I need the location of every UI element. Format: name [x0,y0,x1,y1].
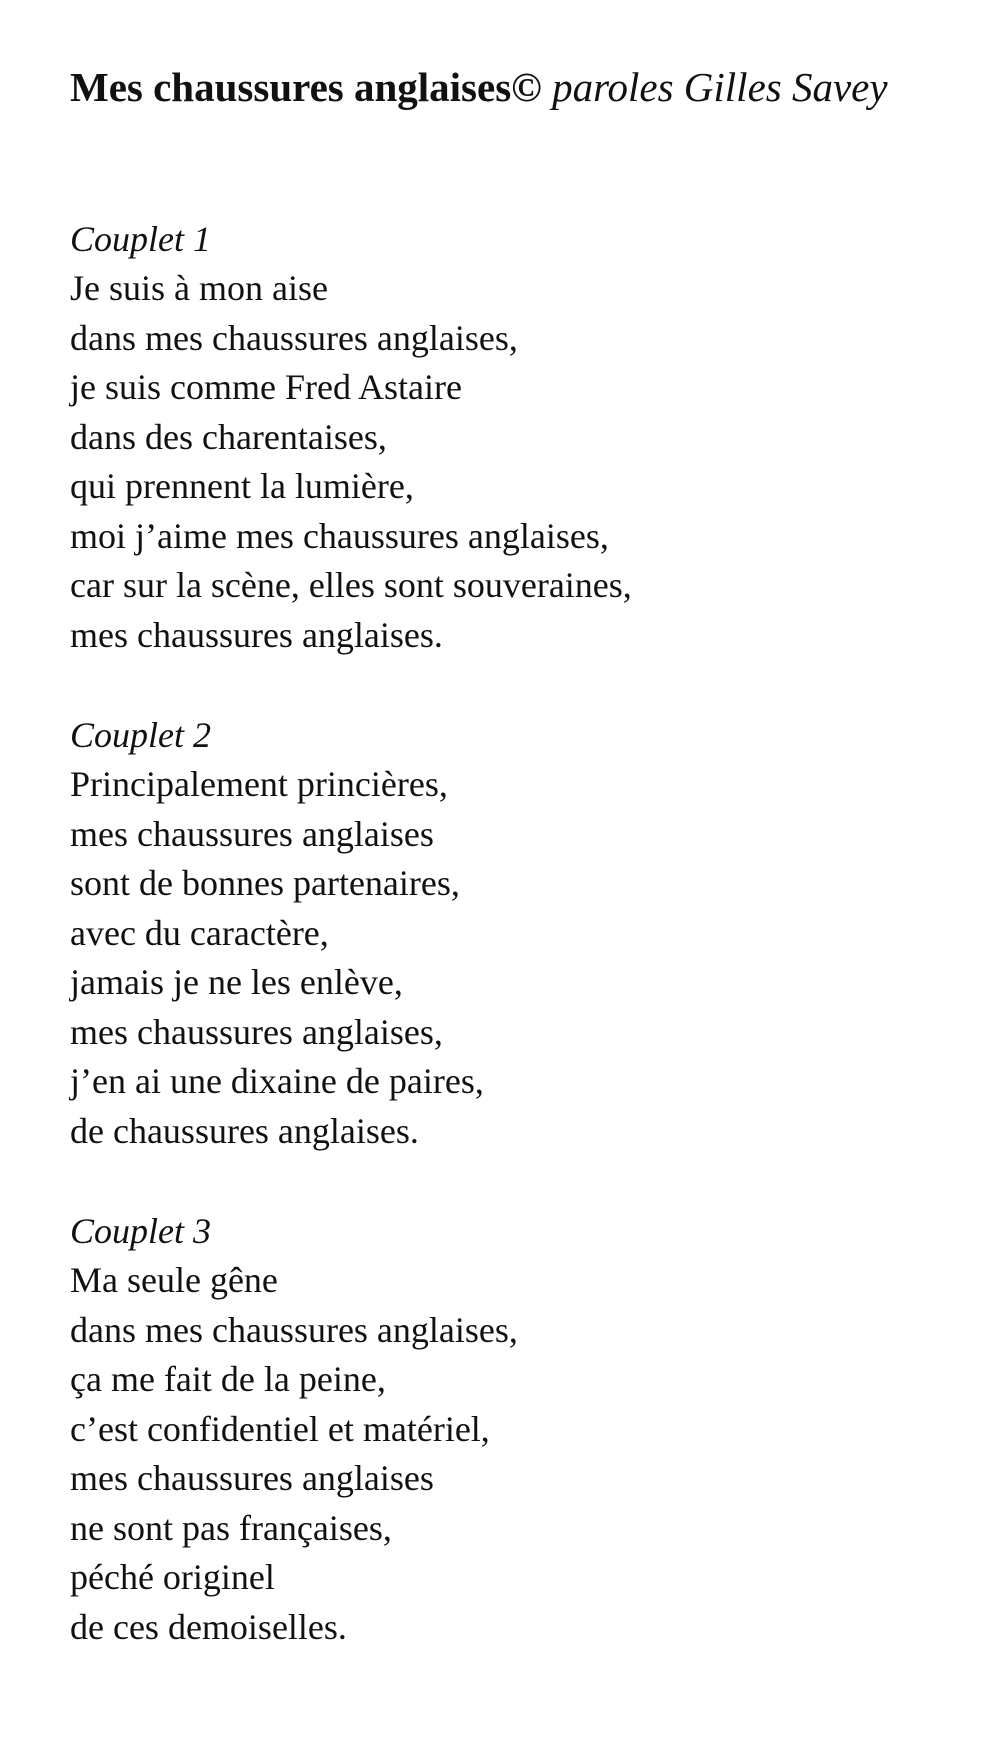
verse-line: péché originel [70,1557,275,1597]
stanza-heading: Couplet 3 [70,1211,211,1251]
stanza-1 [70,214,950,660]
verse-line: mes chaussures anglaises [70,813,434,854]
verse-line: je suis comme Fred Astaire [70,367,462,407]
stanza-2 [70,710,950,1156]
stanza-heading: Couplet 1 [70,219,211,259]
verse-line: car sur la scène, elles sont souveraines, [70,565,632,605]
verse-line: dans mes chaussures anglaises, [70,317,518,358]
verse-line: de ces demoiselles. [70,1606,347,1647]
song-title: Mes chaussures anglaises© [70,64,542,110]
verse-line: ne sont pas françaises, [70,1507,392,1548]
lyrics [70,214,950,1702]
title-line [70,60,888,114]
verse-line: j’en ai une dixaine de paires, [70,1061,484,1101]
verse-line: mes chaussures anglaises, [70,1011,443,1052]
stanza-heading: Couplet 2 [70,715,211,755]
verse-line: ça me fait de la peine, [70,1359,386,1399]
byline: paroles Gilles Savey [552,64,888,110]
verse-line: jamais je ne les enlève, [70,962,403,1002]
stanza-3 [70,1206,950,1652]
verse-line: sont de bonnes partenaires, [70,863,460,903]
verse-line: moi j’aime mes chaussures anglaises, [70,515,609,556]
verse-line: qui prennent la lumière, [70,466,414,506]
verse-line: de chaussures anglaises. [70,1110,419,1151]
verse-line: dans mes chaussures anglaises, [70,1309,518,1350]
verse-line: Ma seule gêne [70,1260,278,1300]
verse-line: c’est confidentiel et matériel, [70,1408,490,1449]
verse-line: mes chaussures anglaises [70,1458,434,1498]
verse-line: dans des charentaises, [70,416,387,457]
verse-line: Je suis à mon aise [70,268,328,308]
verse-line: mes chaussures anglaises. [70,614,443,655]
verse-line: avec du caractère, [70,912,329,953]
verse-line: Principalement princières, [70,764,448,804]
